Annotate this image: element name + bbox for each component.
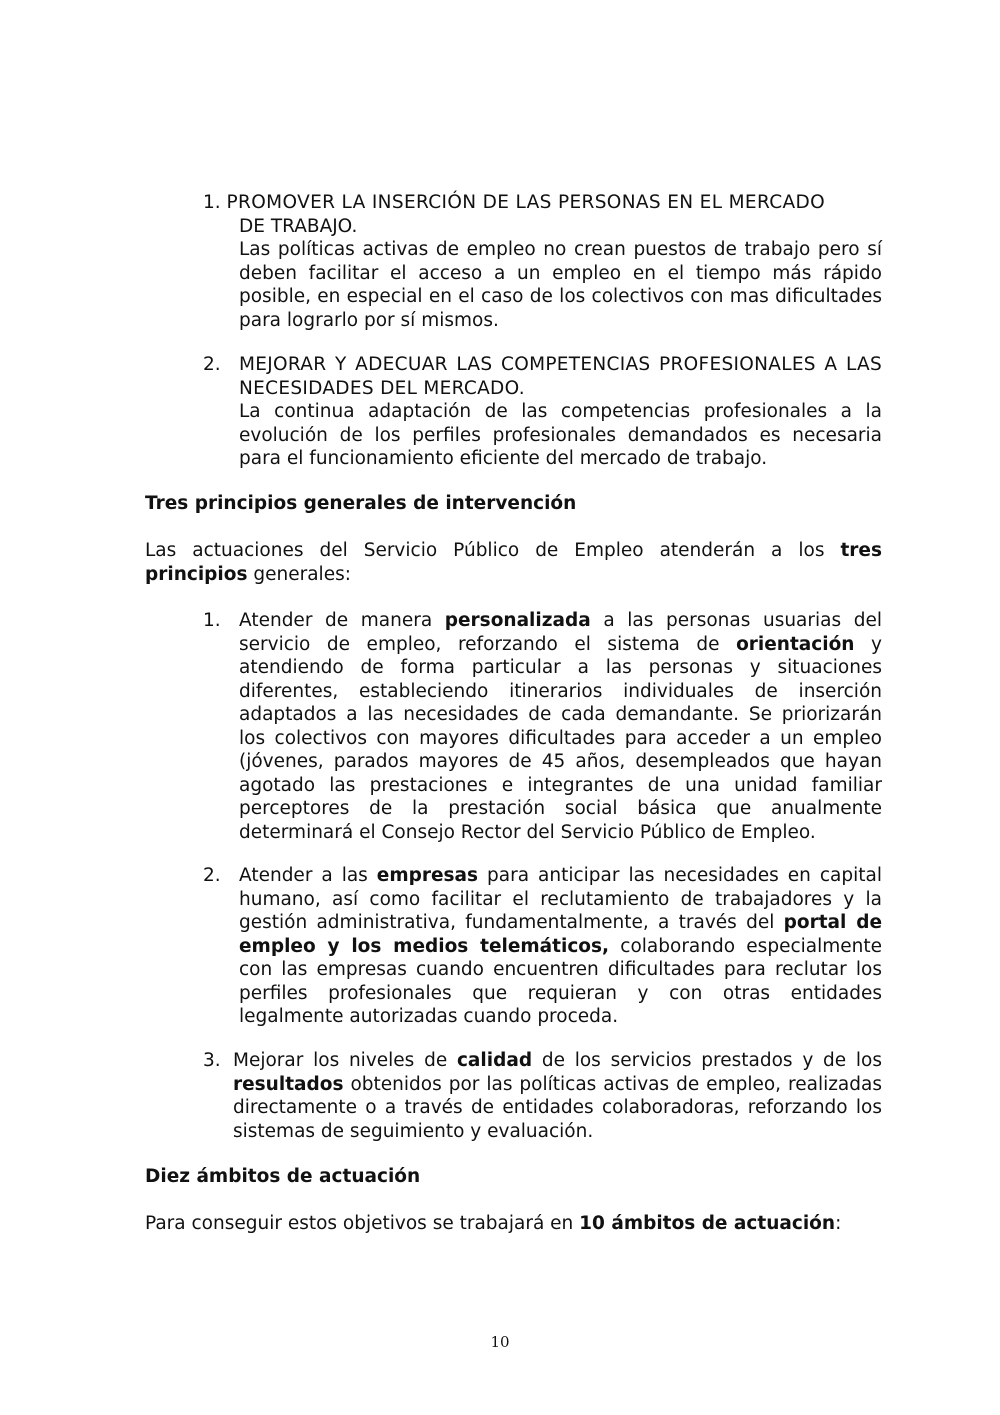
bold-term: personalizada bbox=[444, 610, 591, 631]
section-heading-areas: Diez ámbitos de actuación bbox=[145, 1166, 421, 1187]
objective-number: 2. bbox=[203, 354, 221, 375]
objective-item-2 bbox=[203, 353, 882, 471]
objective-title-cont: DE TRABAJO. bbox=[239, 215, 358, 237]
principle-item-3 bbox=[203, 1049, 882, 1143]
objective-body: Las políticas activas de empleo no crean puestos de trabajo pero sí deben facilitar el acceso a un empleo en el tiempo más rápido posible, en especial en el caso de los colectivos con mas dificultades para lograrlo por sí mismos. bbox=[239, 239, 882, 331]
principles-intro: Las actuaciones del Servicio Público de Empleo atenderán a los tres principios generales: bbox=[145, 540, 882, 585]
principle-text: Atender a las empresas para anticipar las necesidades en capital humano, así como facilitar el reclutamiento de trabajadores y la gestión administrativa, fundamentalmente, a través del portal de empleo y los medios telemáticos, colaborando especialmente con las empresas cuando encuentren dificultades para reclutar los perfiles profesionales que requieran y con otras entidades legalmente autorizadas cuando proceda. bbox=[239, 865, 883, 1027]
bold-term: 10 ámbitos de actuación bbox=[579, 1213, 836, 1234]
principle-text: Atender de manera personalizada a las personas usuarias del servicio de empleo, reforzando el sistema de orientación y atendiendo de forma particular a las personas y situaciones diferentes, estableciendo itinerarios individuales de inserción adaptados a las necesidades de cada demandante. Se priorizarán los colectivos con mayores dificultades para acceder a un empleo (jóvenes, parados mayores de 45 años, desempleados que hayan agotado las prestaciones e integrantes de una unidad familiar perceptores de la prestación social básica que anualmente determinará el Consejo Rector del Servicio Público de Empleo. bbox=[239, 610, 882, 843]
principle-number: 3. bbox=[203, 1050, 221, 1071]
principle-number: 2. bbox=[203, 865, 221, 886]
objective-item-1 bbox=[203, 191, 882, 332]
bold-term: empresas bbox=[376, 865, 479, 886]
bold-term: orientación bbox=[736, 633, 855, 655]
objective-body: La continua adaptación de las competencias profesionales a la evolución de los perfiles profesionales demandados es necesaria para el funcionamiento eficiente del mercado de trabajo. bbox=[239, 401, 882, 469]
bold-term: resultados bbox=[233, 1073, 344, 1095]
bold-term: calidad bbox=[456, 1050, 533, 1071]
principle-item-2 bbox=[203, 864, 882, 1029]
page-number: 10 bbox=[490, 1333, 510, 1351]
objective-number: 1. bbox=[203, 192, 221, 213]
principle-item-1 bbox=[203, 609, 882, 844]
objective-title: MEJORAR Y ADECUAR LAS COMPETENCIAS PROFESIONALES A LAS NECESIDADES DEL MERCADO. bbox=[239, 354, 882, 399]
principle-text: Mejorar los niveles de calidad de los servicios prestados y de los resultados obtenidos por las políticas activas de empleo, realizadas directamente o a través de entidades colaboradoras, reforzando los sistemas de seguimiento y evaluación. bbox=[233, 1050, 883, 1142]
section-heading-principles: Tres principios generales de intervención bbox=[145, 493, 577, 514]
objective-title: PROMOVER LA INSERCIÓN DE LAS PERSONAS EN EL MERCADO bbox=[226, 192, 826, 213]
areas-intro: Para conseguir estos objetivos se trabajará en 10 ámbitos de actuación: bbox=[145, 1213, 842, 1234]
bold-term: tres principios bbox=[145, 540, 882, 585]
bold-term: portal de empleo y los medios telemáticos, bbox=[239, 912, 883, 957]
principle-number: 1. bbox=[203, 610, 221, 631]
